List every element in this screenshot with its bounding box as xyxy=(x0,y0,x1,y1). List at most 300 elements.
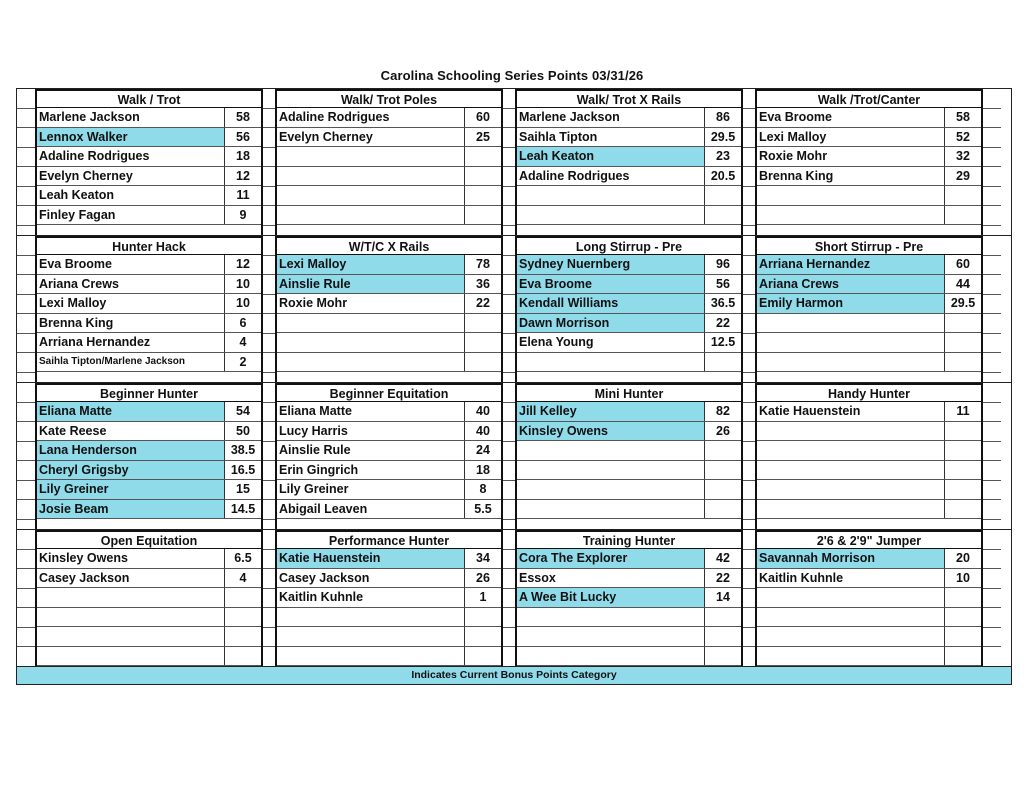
filler-cell xyxy=(983,148,1001,168)
rider-points: 58 xyxy=(236,110,250,124)
rider-name: Casey Jackson xyxy=(37,569,225,588)
filler-cell xyxy=(983,187,1001,207)
rider-points xyxy=(945,422,981,441)
rider-row xyxy=(277,627,501,647)
rider-name: Erin Gingrich xyxy=(277,461,465,480)
rider-points xyxy=(465,206,501,225)
rider-row xyxy=(517,608,741,628)
rider-row xyxy=(277,569,501,589)
rider-row xyxy=(517,333,741,353)
rider-name xyxy=(757,441,945,460)
filler-cell xyxy=(503,442,515,462)
rider-points: 14 xyxy=(716,590,730,604)
rider-name: Kinsley Owens xyxy=(517,422,705,441)
filler-cell xyxy=(743,206,755,226)
rider-row xyxy=(277,275,501,295)
rider-points: 2 xyxy=(239,354,247,369)
rider-row xyxy=(277,500,501,520)
filler-cell xyxy=(983,256,1001,276)
rider-name: Kendall Williams xyxy=(517,294,705,313)
rider-points: 50 xyxy=(236,423,250,438)
rider-row xyxy=(757,480,981,500)
filler-cell xyxy=(503,383,515,403)
rider-name: Leah Keaton xyxy=(517,147,705,166)
rider-name xyxy=(517,206,705,225)
rider-points: 16.5 xyxy=(230,462,256,477)
rider-row xyxy=(517,275,741,295)
filler-cell xyxy=(263,89,275,109)
rider-points xyxy=(945,627,981,646)
rider-points xyxy=(945,608,981,627)
category-title: Training Hunter xyxy=(517,530,741,549)
rider-name: Ainslie Rule xyxy=(277,441,465,460)
rider-name: Roxie Mohr xyxy=(757,147,945,166)
rider-row xyxy=(517,480,741,500)
filler-cell xyxy=(263,353,275,373)
rider-points: 1 xyxy=(479,590,487,604)
filler-cell xyxy=(503,236,515,256)
rider-name: Eva Broome xyxy=(37,255,225,274)
filler-cell xyxy=(743,109,755,129)
filler-cell xyxy=(743,256,755,276)
filler-cell xyxy=(503,353,515,373)
rider-points: 34 xyxy=(476,551,490,565)
rider-row xyxy=(517,128,741,148)
rider-row xyxy=(757,275,981,295)
rider-points: 20.5 xyxy=(710,168,736,183)
rider-name xyxy=(757,314,945,333)
rider-points: 78 xyxy=(476,257,490,271)
rider-name xyxy=(277,353,465,372)
rider-name: Eliana Matte xyxy=(37,402,225,421)
rider-row xyxy=(277,128,501,148)
rider-points: 24 xyxy=(476,443,490,457)
rider-points xyxy=(705,627,741,646)
rider-row xyxy=(37,186,261,206)
filler-cell xyxy=(743,167,755,187)
rider-row xyxy=(37,549,261,569)
filler-cell xyxy=(743,334,755,354)
rider-name xyxy=(757,461,945,480)
filler-cell xyxy=(503,167,515,187)
rider-name: Katie Hauenstein xyxy=(757,402,945,421)
rider-name: Ariana Crews xyxy=(37,275,225,294)
rider-row xyxy=(757,147,981,167)
filler-cell xyxy=(503,148,515,168)
points-table xyxy=(16,88,1012,677)
rider-points: 23 xyxy=(716,149,730,163)
rider-points xyxy=(945,588,981,607)
filler-cell xyxy=(263,589,275,609)
rider-name xyxy=(277,627,465,646)
filler-cell xyxy=(503,314,515,334)
rider-name: Savannah Morrison xyxy=(757,549,945,568)
rider-points: 54 xyxy=(236,404,250,418)
filler-cell xyxy=(743,314,755,334)
rider-points xyxy=(225,608,261,627)
filler-cell xyxy=(17,628,35,648)
rider-points: 26 xyxy=(476,570,490,585)
rider-points: 22 xyxy=(716,315,730,330)
rider-row xyxy=(517,294,741,314)
rider-name xyxy=(757,588,945,607)
rider-name: Casey Jackson xyxy=(277,569,465,588)
rider-row xyxy=(37,275,261,295)
rider-name: Adaline Rodrigues xyxy=(37,147,225,166)
rider-points: 36.5 xyxy=(710,296,736,310)
rider-points xyxy=(705,480,741,499)
filler-cell xyxy=(743,383,755,403)
rider-row xyxy=(757,608,981,628)
rider-row xyxy=(37,294,261,314)
rider-row xyxy=(37,353,261,373)
rider-row xyxy=(517,588,741,608)
rider-row xyxy=(517,569,741,589)
rider-points: 42 xyxy=(716,551,730,565)
rider-name: Finley Fagan xyxy=(37,206,225,225)
rider-points: 8 xyxy=(479,482,487,496)
rider-name: Roxie Mohr xyxy=(277,294,465,313)
filler-cell xyxy=(983,314,1001,334)
rider-name: Ariana Crews xyxy=(757,275,945,294)
filler-cell xyxy=(983,569,1001,589)
rider-name: Cheryl Grigsby xyxy=(37,461,225,480)
rider-row xyxy=(277,255,501,275)
rider-name xyxy=(757,627,945,646)
filler-cell xyxy=(983,550,1001,570)
filler-cell xyxy=(983,461,1001,481)
filler-cell xyxy=(263,403,275,423)
rider-row xyxy=(277,167,501,187)
filler-cell xyxy=(983,128,1001,148)
category-title: Hunter Hack xyxy=(37,236,261,255)
rider-points: 40 xyxy=(476,404,490,418)
category-block xyxy=(35,89,263,235)
rider-name: Jill Kelley xyxy=(517,402,705,421)
rider-name: Arriana Hernandez xyxy=(757,255,945,274)
filler-cell xyxy=(983,481,1001,501)
category-block xyxy=(515,89,743,235)
rider-name: Lexi Malloy xyxy=(37,294,225,313)
category-block xyxy=(755,89,983,235)
rider-name: Lucy Harris xyxy=(277,422,465,441)
rider-points xyxy=(465,627,501,646)
rider-row xyxy=(37,500,261,520)
rider-row xyxy=(757,549,981,569)
rider-name: Brenna King xyxy=(37,314,225,333)
separator-column xyxy=(503,89,515,235)
filler-cell xyxy=(743,608,755,628)
rider-name xyxy=(757,500,945,519)
filler-cell xyxy=(503,109,515,129)
rider-name: Lexi Malloy xyxy=(757,128,945,147)
filler-cell xyxy=(17,314,35,334)
filler-cell xyxy=(743,569,755,589)
category-title: Beginner Hunter xyxy=(37,383,261,402)
filler-cell xyxy=(743,550,755,570)
filler-cell xyxy=(983,383,1001,403)
filler-cell xyxy=(503,128,515,148)
rider-points: 6.5 xyxy=(234,551,252,565)
rider-name xyxy=(277,167,465,186)
filler-cell xyxy=(17,334,35,354)
rider-row xyxy=(37,569,261,589)
rider-row xyxy=(757,128,981,148)
rider-points xyxy=(465,167,501,186)
category-title: Walk /Trot/Canter xyxy=(757,89,981,108)
rider-points: 5.5 xyxy=(474,501,492,516)
filler-cell xyxy=(983,167,1001,187)
filler-cell xyxy=(503,422,515,442)
rider-name: Lily Greiner xyxy=(277,480,465,499)
rider-name: Eliana Matte xyxy=(277,402,465,421)
rider-name: Brenna King xyxy=(757,167,945,186)
rider-name: Cora The Explorer xyxy=(517,549,705,568)
rider-name: A Wee Bit Lucky xyxy=(517,588,705,607)
rider-name xyxy=(517,353,705,372)
rider-name: Marlene Jackson xyxy=(37,108,225,127)
rider-name: Katie Hauenstein xyxy=(277,549,465,568)
rider-points xyxy=(945,480,981,499)
category-band xyxy=(17,89,1011,236)
rider-row xyxy=(757,627,981,647)
rider-name xyxy=(757,333,945,352)
filler-cell xyxy=(263,500,275,520)
rider-name: Marlene Jackson xyxy=(517,108,705,127)
rider-name xyxy=(277,608,465,627)
rider-points: 82 xyxy=(716,404,730,418)
rider-points: 56 xyxy=(716,276,730,291)
rider-points xyxy=(465,147,501,166)
rider-points: 36 xyxy=(476,276,490,291)
category-title: Short Stirrup - Pre xyxy=(757,236,981,255)
filler-cell xyxy=(983,206,1001,226)
filler-cell xyxy=(17,608,35,628)
filler-cell xyxy=(983,109,1001,129)
bonus-legend: Indicates Current Bonus Points Category xyxy=(16,666,1012,685)
rider-name xyxy=(757,480,945,499)
rider-points: 26 xyxy=(716,423,730,438)
filler-cell xyxy=(743,295,755,315)
filler-cell xyxy=(743,461,755,481)
filler-cell xyxy=(743,481,755,501)
rider-row xyxy=(37,422,261,442)
rider-name: Adaline Rodrigues xyxy=(517,167,705,186)
rider-row xyxy=(517,549,741,569)
rider-points: 18 xyxy=(476,462,490,477)
filler-cell xyxy=(17,89,35,109)
rider-row xyxy=(37,461,261,481)
gutter-column xyxy=(983,383,1001,529)
rider-points xyxy=(945,441,981,460)
rider-name: Evelyn Cherney xyxy=(277,128,465,147)
rider-row xyxy=(277,186,501,206)
rider-points xyxy=(465,608,501,627)
rider-row xyxy=(517,441,741,461)
rider-points: 86 xyxy=(716,110,730,124)
category-block xyxy=(515,236,743,382)
rider-points: 22 xyxy=(476,296,490,310)
filler-cell xyxy=(743,128,755,148)
separator-column xyxy=(743,89,755,235)
rider-name xyxy=(517,186,705,205)
filler-cell xyxy=(983,403,1001,423)
rider-row xyxy=(37,255,261,275)
rider-row xyxy=(517,627,741,647)
rider-row xyxy=(757,206,981,226)
filler-cell xyxy=(743,187,755,207)
rider-points: 38.5 xyxy=(230,443,256,457)
rider-row xyxy=(517,147,741,167)
rider-row xyxy=(757,500,981,520)
rider-name: Kate Reese xyxy=(37,422,225,441)
rider-name: Lily Greiner xyxy=(37,480,225,499)
filler-cell xyxy=(503,89,515,109)
rider-name xyxy=(277,314,465,333)
rider-name xyxy=(517,480,705,499)
filler-cell xyxy=(983,236,1001,256)
filler-cell xyxy=(743,353,755,373)
rider-row xyxy=(277,108,501,128)
rider-row xyxy=(37,402,261,422)
filler-cell xyxy=(17,167,35,187)
rider-points: 56 xyxy=(236,129,250,144)
rider-row xyxy=(757,441,981,461)
rider-name: Lexi Malloy xyxy=(277,255,465,274)
rider-row xyxy=(37,441,261,461)
rider-name xyxy=(757,206,945,225)
rider-name: Dawn Morrison xyxy=(517,314,705,333)
filler-cell xyxy=(263,256,275,276)
category-band xyxy=(17,236,1011,383)
rider-points xyxy=(945,314,981,333)
rider-row xyxy=(277,588,501,608)
rider-points: 22 xyxy=(716,570,730,585)
rider-name: Sydney Nuernberg xyxy=(517,255,705,274)
filler-cell xyxy=(983,295,1001,315)
rider-name xyxy=(277,147,465,166)
filler-cell xyxy=(743,628,755,648)
gutter-column xyxy=(983,236,1001,382)
rider-row xyxy=(277,333,501,353)
rider-row xyxy=(757,255,981,275)
filler-cell xyxy=(263,109,275,129)
filler-cell xyxy=(263,167,275,187)
rider-row xyxy=(277,206,501,226)
filler-cell xyxy=(503,608,515,628)
rider-row xyxy=(37,206,261,226)
filler-cell xyxy=(17,403,35,423)
filler-cell xyxy=(17,109,35,129)
rider-name xyxy=(277,206,465,225)
filler-cell xyxy=(17,422,35,442)
filler-cell xyxy=(17,275,35,295)
rider-name: Emily Harmon xyxy=(757,294,945,313)
category-block xyxy=(515,383,743,529)
category-block xyxy=(35,236,263,382)
category-title: Beginner Equitation xyxy=(277,383,501,402)
rider-points: 4 xyxy=(239,335,247,349)
filler-cell xyxy=(503,530,515,550)
rider-name: Saihla Tipton xyxy=(517,128,705,147)
separator-column xyxy=(263,236,275,382)
rider-name xyxy=(277,186,465,205)
rider-points: 60 xyxy=(956,257,970,271)
rider-name xyxy=(277,333,465,352)
rider-name xyxy=(37,608,225,627)
rider-points: 60 xyxy=(476,110,490,124)
rider-points: 29.5 xyxy=(950,296,976,310)
rider-row xyxy=(757,588,981,608)
rider-row xyxy=(517,186,741,206)
rider-row xyxy=(277,147,501,167)
rider-row xyxy=(277,353,501,373)
rider-name: Saihla Tipton/Marlene Jackson xyxy=(37,353,225,372)
filler-cell xyxy=(17,128,35,148)
rider-name xyxy=(37,588,225,607)
filler-cell xyxy=(503,275,515,295)
separator-column xyxy=(263,89,275,235)
rider-points: 10 xyxy=(956,570,970,585)
rider-name xyxy=(517,441,705,460)
rider-points xyxy=(705,461,741,480)
rider-row xyxy=(517,255,741,275)
filler-cell xyxy=(743,589,755,609)
filler-cell xyxy=(743,89,755,109)
filler-cell xyxy=(263,569,275,589)
rider-points xyxy=(945,206,981,225)
rider-points xyxy=(705,206,741,225)
filler-cell xyxy=(983,422,1001,442)
rider-points xyxy=(225,588,261,607)
separator-column xyxy=(503,236,515,382)
filler-cell xyxy=(263,442,275,462)
filler-cell xyxy=(17,236,35,256)
gutter-column xyxy=(17,89,35,235)
rider-name xyxy=(757,353,945,372)
rider-row xyxy=(37,108,261,128)
filler-cell xyxy=(263,628,275,648)
rider-row xyxy=(757,402,981,422)
rider-points xyxy=(945,500,981,519)
filler-cell xyxy=(743,500,755,520)
gutter-column xyxy=(17,236,35,382)
category-title: W/T/C X Rails xyxy=(277,236,501,255)
category-title: Handy Hunter xyxy=(757,383,981,402)
rider-name: Eva Broome xyxy=(517,275,705,294)
filler-cell xyxy=(17,442,35,462)
rider-row xyxy=(517,206,741,226)
rider-points xyxy=(945,353,981,372)
rider-row xyxy=(757,422,981,442)
category-title: Mini Hunter xyxy=(517,383,741,402)
rider-points xyxy=(705,353,741,372)
rider-name xyxy=(757,422,945,441)
rider-name: Leah Keaton xyxy=(37,186,225,205)
rider-name: Lana Henderson xyxy=(37,441,225,460)
rider-row xyxy=(517,108,741,128)
rider-row xyxy=(277,461,501,481)
rider-points: 4 xyxy=(239,570,247,585)
filler-cell xyxy=(503,628,515,648)
rider-name xyxy=(517,627,705,646)
filler-cell xyxy=(503,500,515,520)
filler-cell xyxy=(503,187,515,207)
rider-row xyxy=(37,333,261,353)
filler-cell xyxy=(263,461,275,481)
rider-points xyxy=(465,353,501,372)
gutter-column xyxy=(17,383,35,529)
